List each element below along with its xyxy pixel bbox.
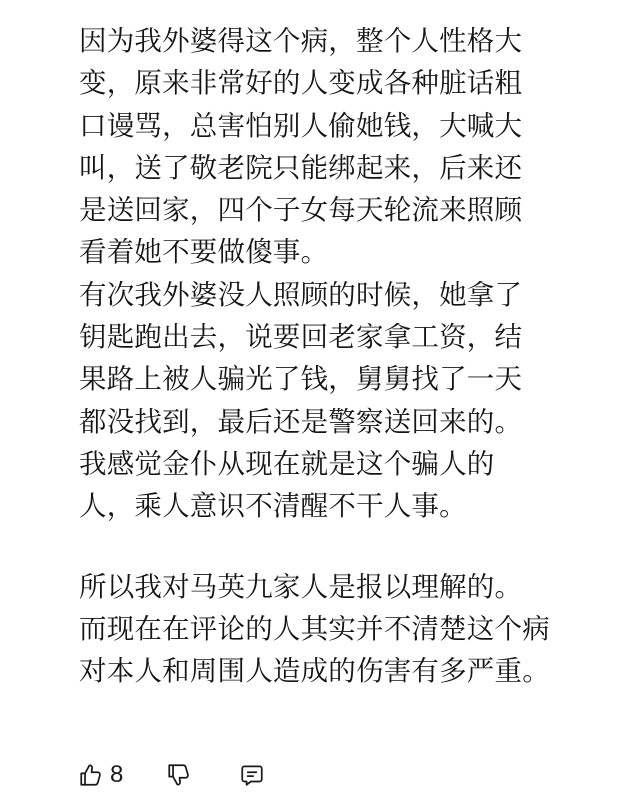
thumbs-up-icon	[78, 762, 104, 788]
comment-body	[79, 20, 609, 692]
comment-icon	[239, 762, 265, 788]
comment-line: 叫，送了敬老院只能绑起来，后来还	[79, 151, 523, 184]
paragraph-spacer	[79, 528, 609, 566]
comment-line: 是送回家，四个子女每天轮流来照顾	[79, 194, 523, 227]
comment-line: 变，原来非常好的人变成各种脏话粗	[79, 67, 523, 100]
comment-line: 有次我外婆没人照顾的时候，她拿了	[79, 278, 523, 311]
comment-line: 我感觉金仆从现在就是这个骗人的	[79, 447, 495, 480]
comment-line: 人，乘人意识不清醒不干人事。	[79, 490, 467, 523]
comment-action-bar	[78, 760, 265, 790]
reply-button[interactable]	[239, 762, 265, 788]
comment-line: 都没找到，最后还是警察送回来的。	[79, 405, 523, 438]
comment-line: 因为我外婆得这个病，整个人性格大	[79, 25, 523, 57]
comment-line: 口谩骂，总害怕别人偷她钱，大喊大	[79, 109, 523, 142]
like-button[interactable]	[78, 761, 123, 789]
comment-line: 而现在在评论的人其实并不清楚这个病	[79, 612, 550, 645]
comment-line: 所以我对马英九家人是报以理解的。	[79, 570, 523, 603]
comment-line: 钥匙跑出去，说要回老家拿工资，结	[79, 321, 523, 354]
comment-line: 看着她不要做傻事。	[79, 236, 329, 269]
dislike-button[interactable]	[166, 762, 192, 788]
comment-line: 对本人和周围人造成的伤害有多严重。	[79, 655, 550, 688]
comment-line: 果路上被人骗光了钱，舅舅找了一天	[79, 363, 523, 396]
thumbs-down-icon	[166, 762, 192, 788]
like-count: 8	[110, 761, 124, 788]
